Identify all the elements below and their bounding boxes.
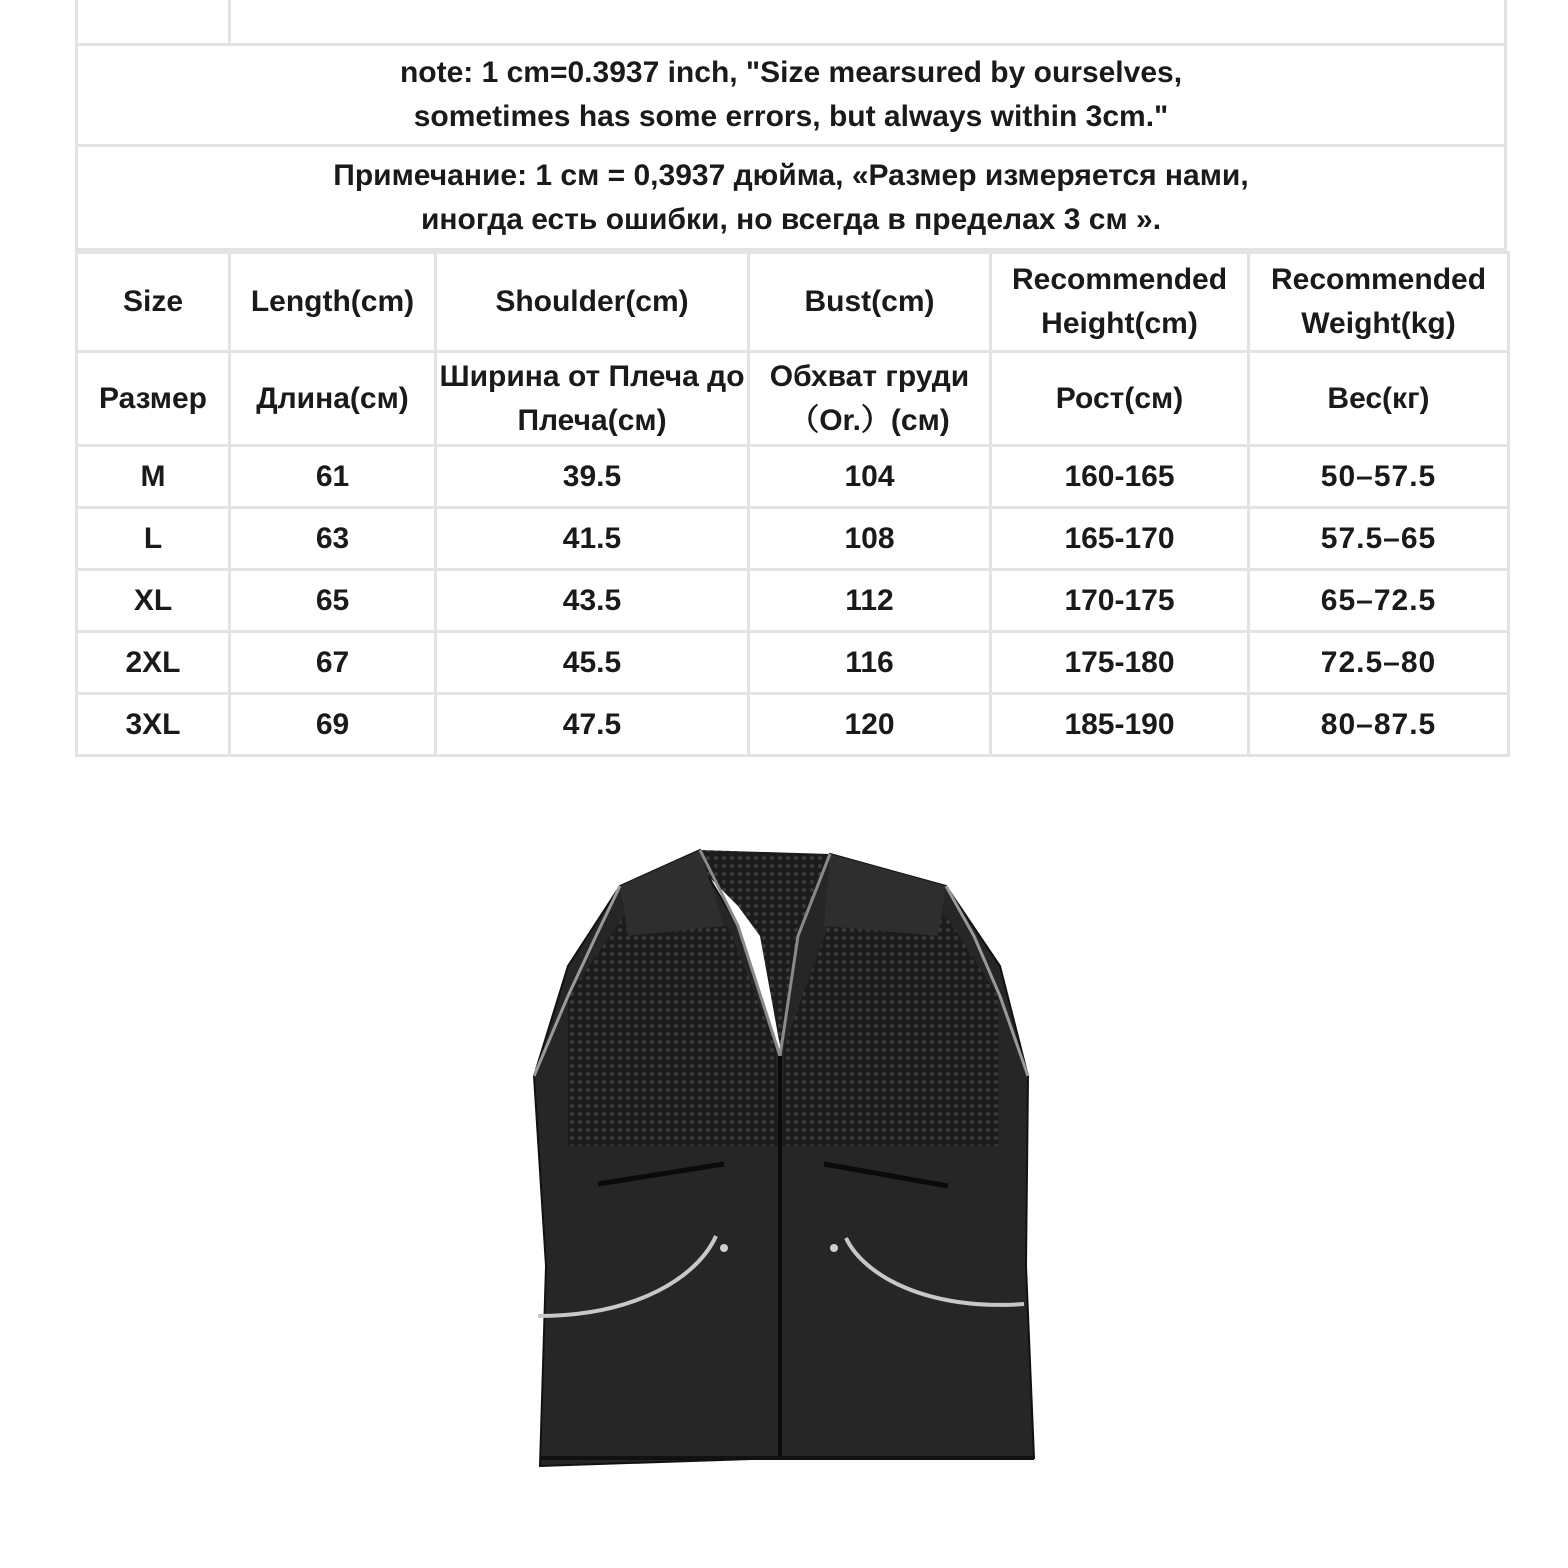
column-divider [228, 0, 231, 43]
cell-length: 69 [230, 694, 436, 756]
note-russian-line-1: Примечание: 1 см = 0,3937 дюйма, «Размер измеряется нами, [333, 158, 1249, 192]
cell-weight: 50–57.5 [1249, 446, 1509, 508]
vest-snap-left [720, 1244, 728, 1252]
header-length: Length(cm) [230, 253, 436, 352]
note-english-line-2: sometimes has some errors, but always within 3cm." [413, 100, 1169, 133]
table-row [77, 694, 1509, 756]
cell-weight: 57.5–65 [1249, 508, 1509, 570]
cell-shoulder: 45.5 [436, 632, 749, 694]
header-size: Size [77, 253, 230, 352]
header-recommended-height: Recommended Height(cm) [991, 253, 1249, 352]
table-row [77, 446, 1509, 508]
header-weight-ru: Вес(кг) [1249, 352, 1509, 446]
cell-size: 3XL [77, 694, 230, 756]
cell-shoulder: 43.5 [436, 570, 749, 632]
header-shoulder: Shoulder(cm) [436, 253, 749, 352]
cell-height: 175-180 [991, 632, 1249, 694]
cell-height: 170-175 [991, 570, 1249, 632]
header-recommended-weight: Recommended Weight(kg) [1249, 253, 1509, 352]
vest-snap-right [830, 1244, 838, 1252]
cell-size: XL [77, 570, 230, 632]
note-russian [75, 147, 1507, 251]
cell-size: L [77, 508, 230, 570]
cell-size: M [77, 446, 230, 508]
cell-weight: 65–72.5 [1249, 570, 1509, 632]
cell-height: 160-165 [991, 446, 1249, 508]
cell-size: 2XL [77, 632, 230, 694]
cell-length: 61 [230, 446, 436, 508]
cell-weight: 72.5–80 [1249, 632, 1509, 694]
cell-bust: 104 [749, 446, 991, 508]
header-bust: Bust(cm) [749, 253, 991, 352]
note-english-line-1: note: 1 cm=0.3937 inch, "Size mearsured by ourselves, [399, 56, 1183, 89]
cell-bust: 116 [749, 632, 991, 694]
cell-shoulder: 41.5 [436, 508, 749, 570]
header-row-russian [77, 352, 1509, 446]
cell-length: 65 [230, 570, 436, 632]
cell-weight: 80–87.5 [1249, 694, 1509, 756]
vest-right-shoulder [824, 854, 946, 936]
table-top-stub [75, 0, 1507, 46]
cell-shoulder: 47.5 [436, 694, 749, 756]
table-row [77, 632, 1509, 694]
header-length-ru: Длина(см) [230, 352, 436, 446]
cell-bust: 112 [749, 570, 991, 632]
note-english [75, 46, 1507, 147]
header-size-ru: Размер [77, 352, 230, 446]
cell-height: 185-190 [991, 694, 1249, 756]
note-russian-line-2: иногда есть ошибки, но всегда в пределах 3 см ». [420, 202, 1162, 236]
header-height-ru: Рост(см) [991, 352, 1249, 446]
table-row [77, 508, 1509, 570]
table-row [77, 570, 1509, 632]
header-row-english [77, 253, 1509, 352]
header-bust-ru: Обхват груди （Or.）(см) [749, 352, 991, 446]
cell-height: 165-170 [991, 508, 1249, 570]
header-shoulder-ru: Ширина от Плеча до Плеча(см) [436, 352, 749, 446]
cell-bust: 108 [749, 508, 991, 570]
cell-length: 63 [230, 508, 436, 570]
cell-bust: 120 [749, 694, 991, 756]
product-photo [528, 846, 1038, 1474]
cell-length: 67 [230, 632, 436, 694]
size-table [75, 251, 1510, 757]
vest-icon [528, 846, 1038, 1474]
cell-shoulder: 39.5 [436, 446, 749, 508]
